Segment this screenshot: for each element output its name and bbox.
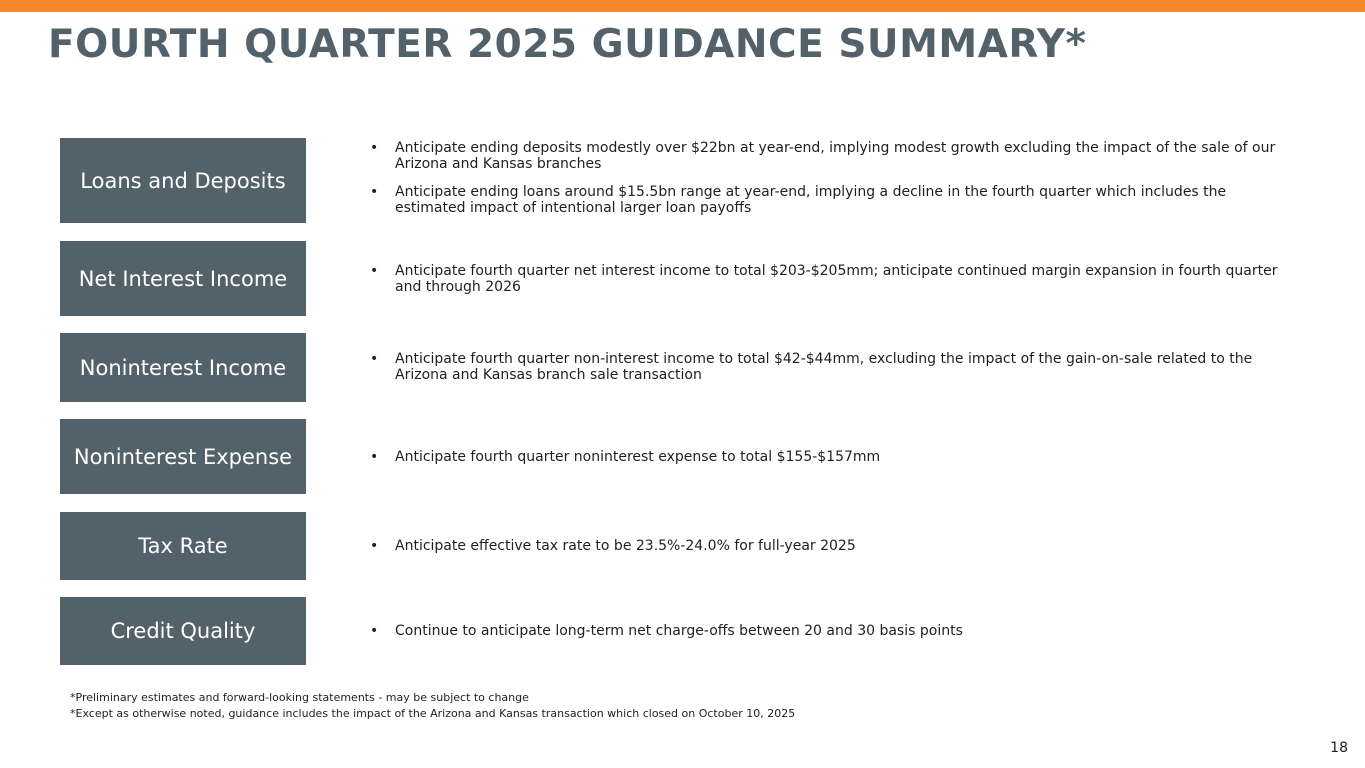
label-tax-rate: Tax Rate (60, 512, 306, 580)
bullet-item: • Anticipate fourth quarter non-interest income to total $42-$44mm, excluding the impact of the gain-on-sale related to the Arizona and Kansas branch sale transaction (370, 351, 1290, 383)
footnote: *Preliminary estimates and forward-looking statements - may be subject to change (70, 691, 529, 704)
bullet-list-loans-and-deposits (370, 140, 1290, 216)
bullet-item: • Anticipate fourth quarter net interest income to total $203-$205mm; anticipate continued margin expansion in fourth quarter and through 2026 (370, 263, 1290, 295)
bullet-list-tax-rate (370, 538, 1290, 554)
footnote: *Except as otherwise noted, guidance includes the impact of the Arizona and Kansas transaction which closed on October 10, 2025 (70, 707, 796, 720)
bullet-list-credit-quality (370, 623, 1290, 639)
bullet-item: • Anticipate fourth quarter noninterest expense to total $155-$157mm (370, 449, 1290, 465)
page-number: 18 (1330, 740, 1348, 756)
bullet-list-noninterest-income (370, 351, 1290, 383)
footnotes (70, 690, 795, 722)
label-credit-quality: Credit Quality (60, 597, 306, 665)
bullet-item: • Continue to anticipate long-term net charge-offs between 20 and 30 basis points (370, 623, 1290, 639)
top-accent-bar (0, 0, 1365, 12)
label-loans-and-deposits: Loans and Deposits (60, 138, 306, 223)
bullet-list-net-interest-income (370, 263, 1290, 295)
page-title: FOURTH QUARTER 2025 GUIDANCE SUMMARY* (48, 22, 1087, 67)
bullet-item: • Anticipate effective tax rate to be 23.5%-24.0% for full-year 2025 (370, 538, 1290, 554)
label-noninterest-income: Noninterest Income (60, 333, 306, 402)
bullet-item: • Anticipate ending deposits modestly over $22bn at year-end, implying modest growth excluding the impact of the sale of our Arizona and Kansas branches (370, 140, 1290, 172)
bullet-list-noninterest-expense (370, 449, 1290, 465)
bullet-item: • Anticipate ending loans around $15.5bn range at year-end, implying a decline in the fourth quarter which includes the estimated impact of intentional larger loan payoffs (370, 184, 1290, 216)
label-net-interest-income: Net Interest Income (60, 241, 306, 316)
label-noninterest-expense: Noninterest Expense (60, 419, 306, 494)
